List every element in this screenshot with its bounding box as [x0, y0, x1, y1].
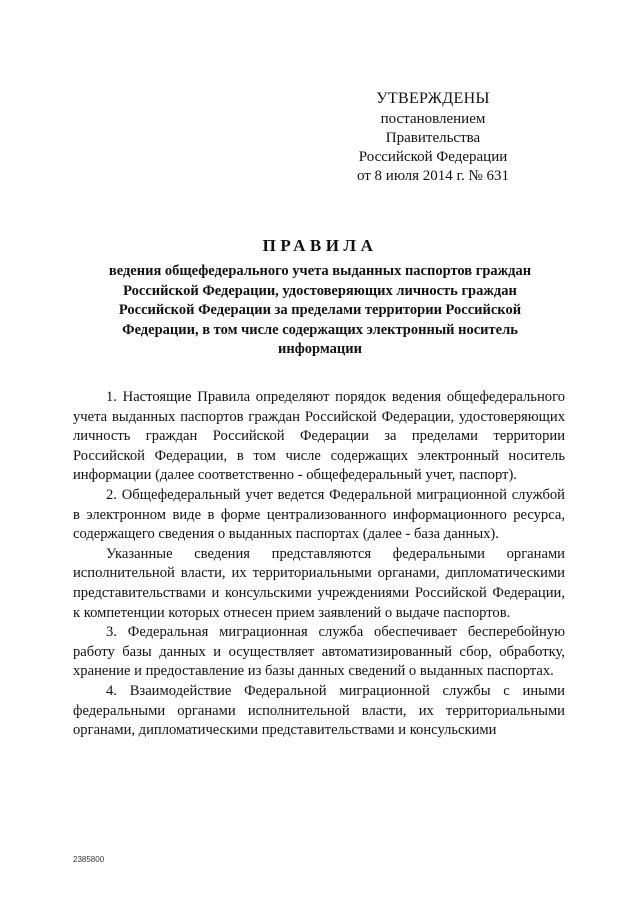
document-title: ПРАВИЛА: [262, 236, 378, 255]
approval-line-1: постановлением Правительства: [380, 111, 486, 146]
paragraph-2-continued: Указанные сведения представляются федеральными органами исполнительной власти, их территориальными органами, дипломатическими представительствами и консульскими учреждениями Российской Федерации, к компетенции которых отнесен прием заявлений о выдаче паспортов.: [73, 545, 565, 621]
paragraph-2: 2. Общефедеральный учет ведется Федеральной миграционной службой в электронном виде в форме централизованного информационного ресурса, содержащего сведения о выданных паспортах (далее - база данных).: [73, 486, 565, 543]
footer-document-code: 2385800: [73, 855, 105, 864]
approval-line-3: от 8 июля 2014 г. № 631: [356, 168, 510, 184]
approval-block: [338, 88, 528, 186]
paragraph-4: 4. Взаимодействие Федеральной миграционной службы с иными федеральными органами исполнительной власти, их территориальными органами, дипломатическими представительствами и консульскими: [73, 682, 565, 739]
approval-title: УТВЕРЖДЕНЫ: [376, 90, 490, 107]
document-body: [73, 388, 565, 741]
paragraph-1: 1. Настоящие Правила определяют порядок ведения общефедерального учета выданных паспортов граждан Российской Федерации, удостоверяющих личность граждан Российской Федерации за пределами территории Российской Федерации, в том числе содержащих электронный носитель информации (далее соответственно - общефедеральный учет, паспорт).: [73, 389, 565, 484]
paragraph-3: 3. Федеральная миграционная служба обеспечивает бесперебойную работу базы данных и осуществляет автоматизированный сбор, обработку, хранение и предоставление из базы данных сведений о выданных паспортах.: [73, 624, 565, 680]
approval-line-2: Российской Федерации: [358, 149, 508, 165]
document-subtitle: ведения общефедерального учета выданных паспортов граждан Российской Федерации, удостоверяющих личность граждан Российской Федерации за пределами территории Российской Федерации, в том числе содержащих электронный носитель информации: [108, 263, 532, 358]
